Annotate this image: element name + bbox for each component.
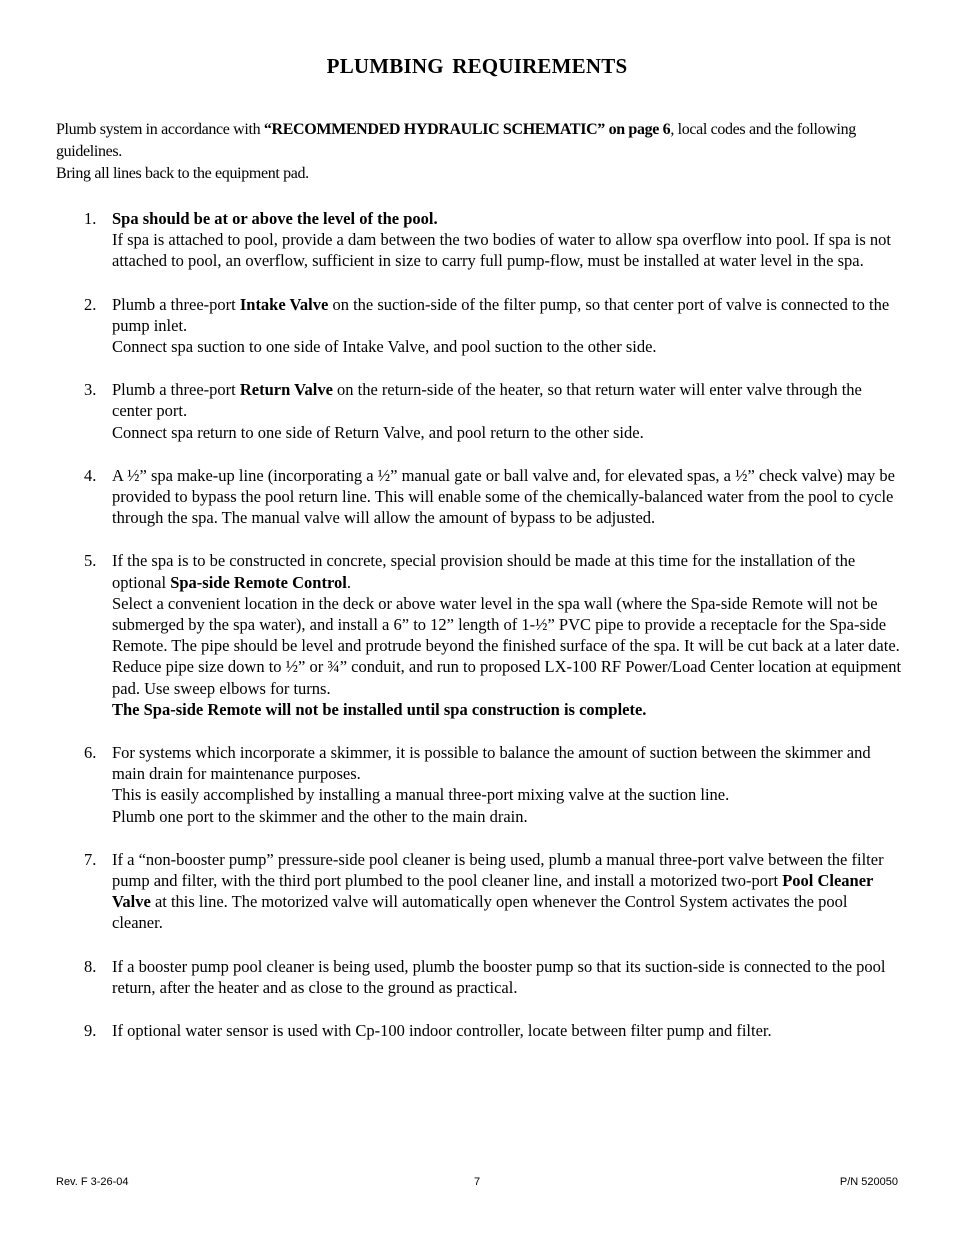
item-text: Select a convenient location in the deck or above water level in the spa wall (where the Spa-side Remote will not be submerged by the spa water), and install a 6” to 12” length of 1-½” PVC pipe to provide a receptacle for the Spa-side Remote. The pipe should be level and protrude beyond the finished surface of the spa. It will be cut back at a later date. [112, 593, 900, 656]
item-number: 6. [84, 743, 97, 763]
list-item [56, 465, 902, 529]
item-text: A ½” spa make-up line (incorporating a ½” manual gate or ball valve and, for elevated spas, a ½” check valve) may be provided to bypass the pool return line. This will enable some of the chemically-balanced water from the pool to cycle through the spa. The manual valve will allow the amount of bypass to be adjusted. [112, 465, 895, 528]
intake-valve-term: Intake Valve [239, 294, 329, 314]
intro-line: Bring all lines back to the equipment pad. [56, 165, 309, 182]
item-text: Reduce pipe size down to ½” or ¾” conduit, and run to proposed LX-100 RF Power/Load Center location at equipment pad. Use sweep elbows for turns. [112, 657, 902, 698]
item-text: For systems which incorporate a skimmer, it is possible to balance the amount of suction between the skimmer and main drain for maintenance purposes. [112, 743, 871, 784]
footer-part-number: P/N 520050 [839, 1176, 898, 1188]
item-text: If spa is attached to pool, provide a dam between the two bodies of water to allow spa overflow into pool. If spa is not attached to pool, an overflow, sufficient in size to carry full pump-flow, must be installed at water level in the spa. [112, 230, 891, 271]
list-item [56, 742, 902, 827]
item-text: This is easily accomplished by installing a manual three-port mixing valve at the suction line. [112, 785, 730, 805]
item-text: Connect spa suction to one side of Intake Valve, and pool suction to the other side. [112, 337, 657, 357]
return-valve-term: Return Valve [239, 380, 333, 400]
item-text: If the spa is to be constructed in concrete, special provision should be made at this time for the installation of the optional Spa-side Remote Control. [112, 551, 856, 592]
pool-cleaner-valve-term: Pool Cleaner Valve [112, 871, 874, 912]
schematic-reference: “RECOMMENDED HYDRAULIC SCHEMATIC” on page 6 [263, 121, 671, 138]
item-number: 4. [84, 465, 97, 485]
item-warning: The Spa-side Remote will not be installed until spa construction is complete. [112, 699, 647, 719]
item-number: 7. [84, 849, 97, 869]
intro-text: , local codes and the following guidelines. [56, 121, 856, 160]
list-item [56, 849, 902, 934]
list-item [56, 956, 902, 998]
intro-section [56, 119, 901, 185]
footer-revision: Rev. F 3-26-04 [56, 1176, 129, 1188]
item-number: 3. [84, 380, 97, 400]
item-number: 1. [84, 209, 97, 228]
list-item [56, 208, 902, 272]
footer-page-number: 7 [473, 1176, 481, 1188]
item-number: 8. [84, 956, 97, 976]
item-text: Plumb a three-port Return Valve on the return-side of the heater, so that return water will enter valve through the center port. [112, 380, 862, 421]
list-item [56, 379, 902, 443]
list-item [56, 550, 902, 720]
item-number: 9. [84, 1021, 97, 1041]
list-item [56, 1020, 902, 1041]
intro-text: Plumb system in accordance with [56, 121, 264, 138]
item-text: If a “non-booster pump” pressure-side pool cleaner is being used, plumb a manual three-port valve between the filter pump and filter, with the third port plumbed to the pool cleaner line, and install a motorized two-port Pool Cleaner Valve at this line. The motorized valve will automatically open whenever the Control System activates the pool cleaner. [112, 849, 884, 933]
item-text: Plumb a three-port Intake Valve on the suction-side of the filter pump, so that center port of valve is connected to the pump inlet. [112, 294, 890, 335]
item-text: Connect spa return to one side of Return Valve, and pool return to the other side. [112, 422, 644, 442]
requirements-list [56, 208, 902, 1063]
item-number: 2. [84, 294, 97, 314]
page-title: PLUMBING REQUIREMENTS [326, 54, 628, 78]
spa-side-remote-term: Spa-side Remote Control [170, 572, 347, 592]
intro-paragraph [56, 119, 901, 163]
item-text: Plumb one port to the skimmer and the other to the main drain. [112, 806, 528, 826]
list-item [56, 294, 902, 358]
item-text: If optional water sensor is used with Cp-100 indoor controller, locate between filter pump and filter. [112, 1021, 772, 1041]
item-text: If a booster pump pool cleaner is being used, plumb the booster pump so that its suction-side is connected to the pool return, after the heater and as close to the ground as practical. [112, 956, 886, 997]
item-heading: Spa should be at or above the level of the pool. [112, 209, 438, 228]
item-number: 5. [84, 551, 97, 571]
